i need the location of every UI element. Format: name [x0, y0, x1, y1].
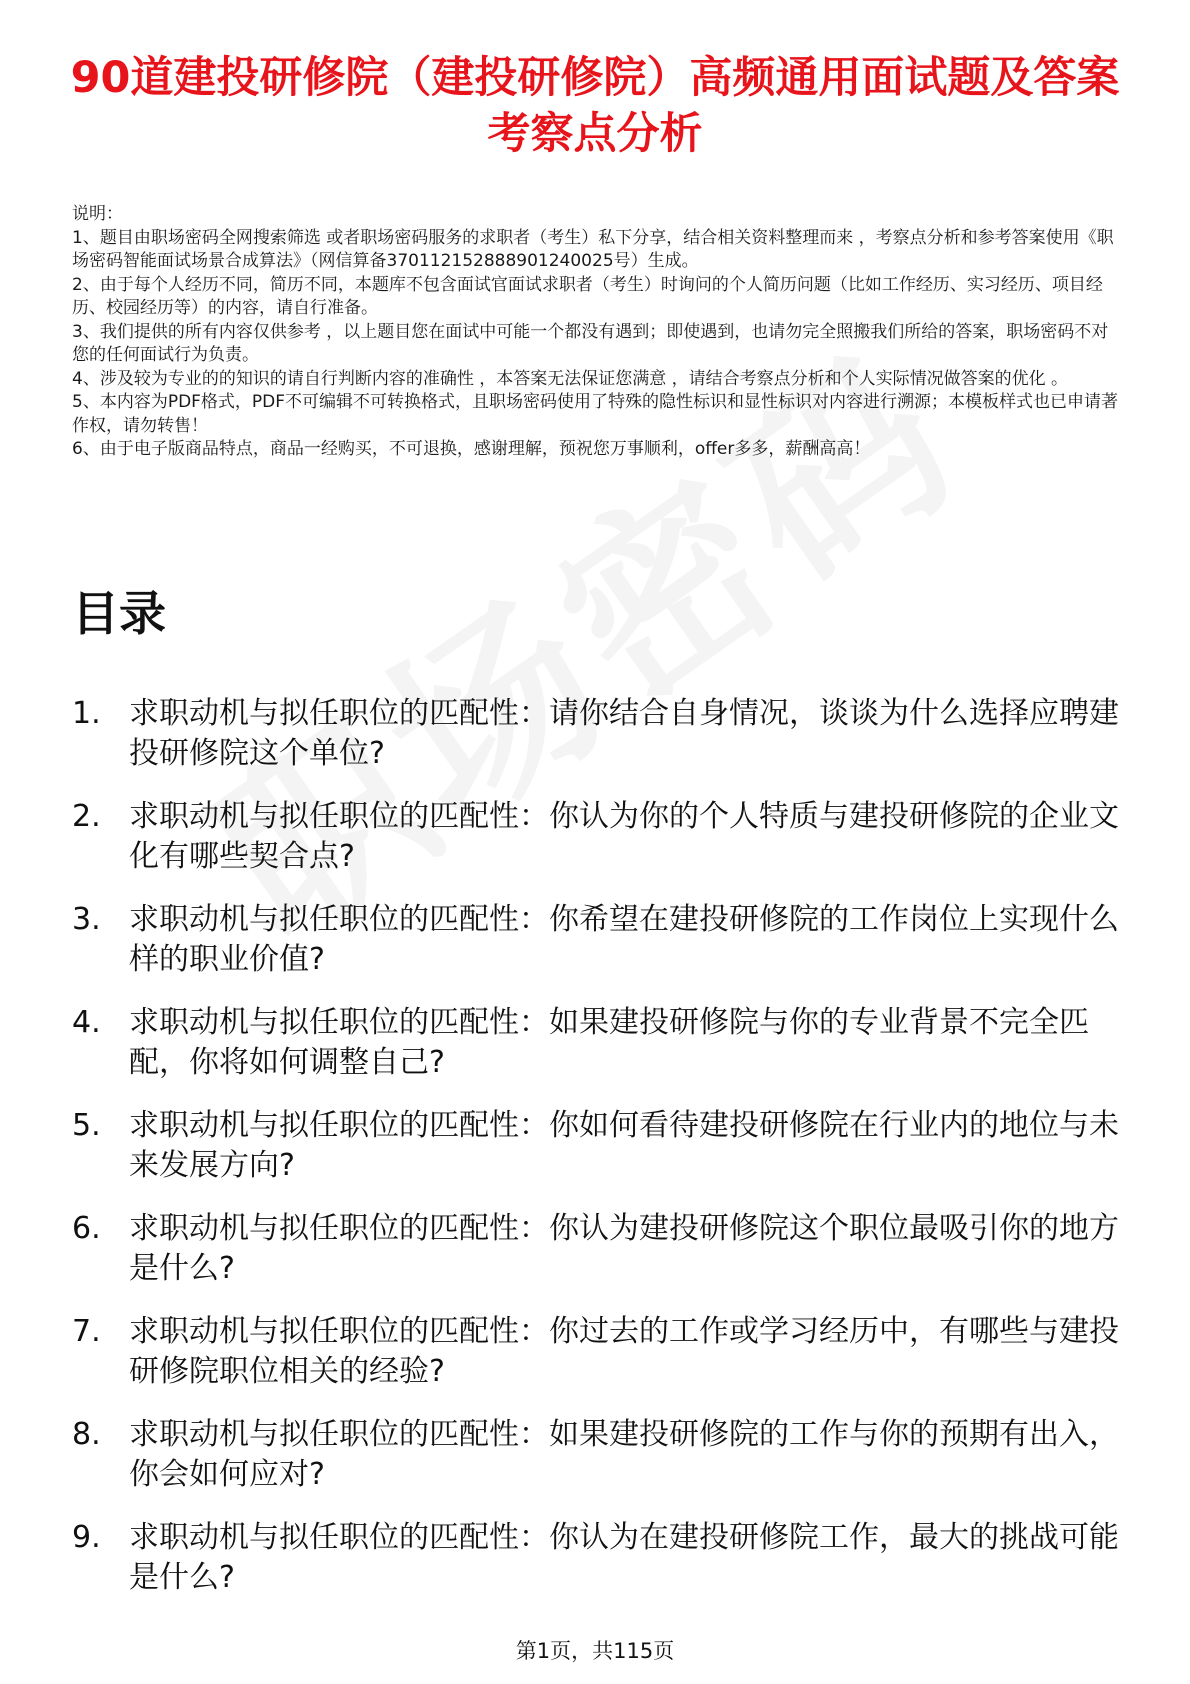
toc-item-text: 求职动机与拟任职位的匹配性：如果建投研修院的工作与你的预期有出入，你会如何应对?	[129, 1417, 1119, 1492]
toc-item[interactable]	[72, 1312, 1122, 1392]
toc-item-number: 2.	[72, 799, 101, 834]
notes-heading: 说明：	[72, 204, 123, 224]
note-item: 6、由于电子版商品特点，商品一经购买，不可退换，感谢理解，预祝您万事顺利，offer多多，薪酬高高！	[72, 439, 871, 459]
note-item: 2、由于每个人经历不同，简历不同，本题库不包含面试官面试求职者（考生）时询问的个人简历问题（比如工作经历、实习经历、项目经历、校园经历等）的内容，请自行准备。	[72, 274, 1103, 318]
document-title: 90道建投研修院（建投研修院）高频通用面试题及答案考察点分析	[70, 53, 1120, 159]
toc-item-text: 求职动机与拟任职位的匹配性：你认为在建投研修院工作，最大的挑战可能是什么?	[129, 1520, 1119, 1595]
toc-item[interactable]	[72, 1415, 1122, 1495]
note-item: 5、本内容为PDF格式，PDF不可编辑不可转换格式，且职场密码使用了特殊的隐性标识和显性标识对内容进行溯源；本模板样式也已申请著作权，请勿转售！	[72, 392, 1119, 436]
page-footer: 第1页，共115页	[515, 1639, 675, 1663]
toc-heading: 目录	[72, 587, 166, 642]
toc-item[interactable]	[72, 1209, 1122, 1289]
toc-item[interactable]	[72, 1106, 1122, 1186]
note-item: 1、题目由职场密码全网搜索筛选 或者职场密码服务的求职者（考生）私下分享，结合相关资料整理而来 ，考察点分析和参考答案使用《职场密码智能面试场景合成算法》（网信算备370112152888901240025号）生成。	[72, 227, 1114, 271]
toc-item[interactable]	[72, 797, 1122, 877]
toc-item-text: 求职动机与拟任职位的匹配性：请你结合自身情况，谈谈为什么选择应聘建投研修院这个单位?	[129, 696, 1119, 771]
notes-section	[72, 203, 1120, 462]
toc-item[interactable]	[72, 1003, 1122, 1083]
toc-item-number: 1.	[72, 696, 101, 731]
table-of-contents	[72, 694, 1122, 1621]
toc-item[interactable]	[72, 694, 1122, 774]
toc-item-text: 求职动机与拟任职位的匹配性：你希望在建投研修院的工作岗位上实现什么样的职业价值?	[129, 902, 1119, 977]
note-item: 4、涉及较为专业的的知识的请自行判断内容的准确性 ，本答案无法保证您满意 ，请结合考察点分析和个人实际情况做答案的优化 。	[72, 368, 1069, 389]
toc-item-number: 3.	[72, 902, 101, 937]
toc-item-number: 6.	[72, 1211, 101, 1246]
toc-item-number: 4.	[72, 1005, 101, 1040]
toc-item[interactable]	[72, 900, 1122, 980]
toc-item[interactable]	[72, 1518, 1122, 1598]
toc-item-text: 求职动机与拟任职位的匹配性：如果建投研修院与你的专业背景不完全匹配，你将如何调整自己?	[129, 1005, 1089, 1080]
toc-item-number: 7.	[72, 1314, 101, 1349]
toc-item-text: 求职动机与拟任职位的匹配性：你认为建投研修院这个职位最吸引你的地方是什么?	[129, 1211, 1119, 1286]
toc-item-number: 5.	[72, 1108, 101, 1143]
toc-item-text: 求职动机与拟任职位的匹配性：你认为你的个人特质与建投研修院的企业文化有哪些契合点?	[129, 799, 1119, 874]
toc-item-number: 9.	[72, 1520, 101, 1555]
toc-item-text: 求职动机与拟任职位的匹配性：你如何看待建投研修院在行业内的地位与未来发展方向?	[129, 1108, 1119, 1183]
toc-item-text: 求职动机与拟任职位的匹配性：你过去的工作或学习经历中，有哪些与建投研修院职位相关的经验?	[129, 1314, 1119, 1389]
toc-item-number: 8.	[72, 1417, 101, 1452]
note-item: 3、我们提供的所有内容仅供参考 ，以上题目您在面试中可能一个都没有遇到；即使遇到，也请勿完全照搬我们所给的答案，职场密码不对您的任何面试行为负责。	[72, 321, 1109, 365]
